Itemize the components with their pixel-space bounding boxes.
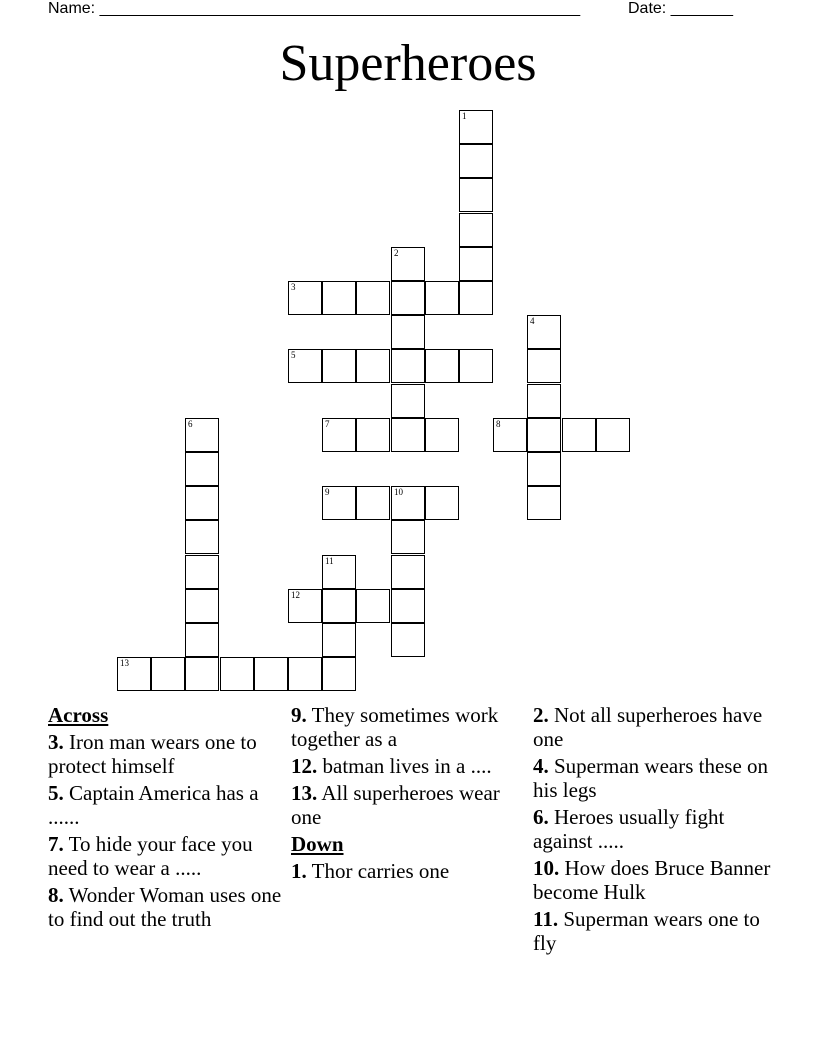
grid-cell[interactable] [391, 384, 425, 418]
clue-across-9: 9. They sometimes work together as a [291, 703, 499, 751]
grid-cell[interactable] [185, 657, 219, 691]
clue-number: 10 [394, 487, 403, 497]
clue-across-12: 12. batman lives in a .... [291, 754, 492, 778]
grid-cell[interactable] [562, 418, 596, 452]
grid-cell[interactable] [117, 657, 151, 691]
grid-cell[interactable] [459, 281, 493, 315]
grid-cell[interactable] [391, 555, 425, 589]
clues-column-1 [48, 703, 283, 934]
clue-across-5: 5. Captain America has a ...... [48, 781, 259, 829]
grid-cell[interactable] [425, 349, 459, 383]
grid-cell[interactable] [322, 349, 356, 383]
grid-cell[interactable] [322, 555, 356, 589]
grid-cell[interactable] [425, 418, 459, 452]
grid-cell[interactable] [254, 657, 288, 691]
grid-cell[interactable] [185, 486, 219, 520]
clues-column-3 [533, 703, 773, 958]
grid-cell[interactable] [391, 247, 425, 281]
clue-down-1: 1. Thor carries one [291, 859, 450, 883]
grid-cell[interactable] [322, 418, 356, 452]
grid-cell[interactable] [322, 657, 356, 691]
grid-cell[interactable] [596, 418, 630, 452]
clue-down-6: 6. Heroes usually fight against ..... [533, 805, 725, 853]
grid-cell[interactable] [391, 281, 425, 315]
grid-cell[interactable] [151, 657, 185, 691]
clue-down-10: 10. How does Bruce Banner become Hulk [533, 856, 771, 904]
clue-number: 1 [462, 111, 467, 121]
grid-cell[interactable] [322, 623, 356, 657]
grid-cell[interactable] [459, 144, 493, 178]
grid-cell[interactable] [391, 418, 425, 452]
grid-cell[interactable] [185, 452, 219, 486]
clue-across-13: 13. All superheroes wear one [291, 781, 500, 829]
grid-cell[interactable] [288, 349, 322, 383]
grid-cell[interactable] [459, 213, 493, 247]
grid-cell[interactable] [356, 589, 390, 623]
name-field-label: Name: ______________________________________________________ [48, 0, 581, 17]
clue-number: 12 [291, 590, 300, 600]
grid-cell[interactable] [391, 623, 425, 657]
grid-cell[interactable] [391, 486, 425, 520]
clue-down-11: 11. Superman wears one to fly [533, 907, 760, 955]
grid-cell[interactable] [391, 349, 425, 383]
grid-cell[interactable] [185, 418, 219, 452]
grid-cell[interactable] [391, 589, 425, 623]
clue-across-8: 8. Wonder Woman uses one to find out the truth [48, 883, 282, 931]
grid-cell[interactable] [185, 555, 219, 589]
grid-cell[interactable] [356, 418, 390, 452]
grid-cell[interactable] [527, 418, 561, 452]
clue-number: 2 [394, 248, 399, 258]
date-field-label: Date: _______ [628, 0, 733, 17]
clue-number: 3 [291, 282, 296, 292]
grid-cell[interactable] [185, 589, 219, 623]
grid-cell[interactable] [527, 315, 561, 349]
clue-down-4: 4. Superman wears these on his legs [533, 754, 769, 802]
clue-number: 5 [291, 350, 296, 360]
clue-number: 6 [188, 419, 193, 429]
grid-cell[interactable] [425, 486, 459, 520]
grid-cell[interactable] [527, 384, 561, 418]
across-heading: Across [48, 703, 109, 727]
grid-cell[interactable] [322, 281, 356, 315]
clue-number: 11 [325, 556, 334, 566]
grid-cell[interactable] [527, 349, 561, 383]
grid-cell[interactable] [459, 110, 493, 144]
grid-cell[interactable] [288, 589, 322, 623]
grid-cell[interactable] [322, 486, 356, 520]
grid-cell[interactable] [493, 418, 527, 452]
grid-cell[interactable] [459, 349, 493, 383]
grid-cell[interactable] [185, 520, 219, 554]
clue-across-7: 7. To hide your face you need to wear a ..... [48, 832, 253, 880]
page-title: Superheroes [279, 35, 537, 92]
grid-cell[interactable] [527, 452, 561, 486]
grid-cell[interactable] [356, 486, 390, 520]
grid-cell[interactable] [527, 486, 561, 520]
clue-number: 4 [530, 316, 535, 326]
grid-cell[interactable] [391, 520, 425, 554]
grid-cell[interactable] [356, 281, 390, 315]
clue-number: 9 [325, 487, 330, 497]
clue-number: 7 [325, 419, 330, 429]
clues-column-2 [291, 703, 516, 886]
grid-cell[interactable] [220, 657, 254, 691]
grid-cell[interactable] [459, 247, 493, 281]
grid-cell[interactable] [322, 589, 356, 623]
clue-number: 13 [120, 658, 129, 668]
grid-cell[interactable] [185, 623, 219, 657]
clue-across-3: 3. Iron man wears one to protect himself [48, 730, 257, 778]
grid-cell[interactable] [425, 281, 459, 315]
clue-number: 8 [496, 419, 501, 429]
grid-cell[interactable] [356, 349, 390, 383]
down-heading: Down [291, 832, 344, 856]
grid-cell[interactable] [459, 178, 493, 212]
grid-cell[interactable] [288, 657, 322, 691]
grid-cell[interactable] [391, 315, 425, 349]
clue-down-2: 2. Not all superheroes have one [533, 703, 763, 751]
grid-cell[interactable] [288, 281, 322, 315]
